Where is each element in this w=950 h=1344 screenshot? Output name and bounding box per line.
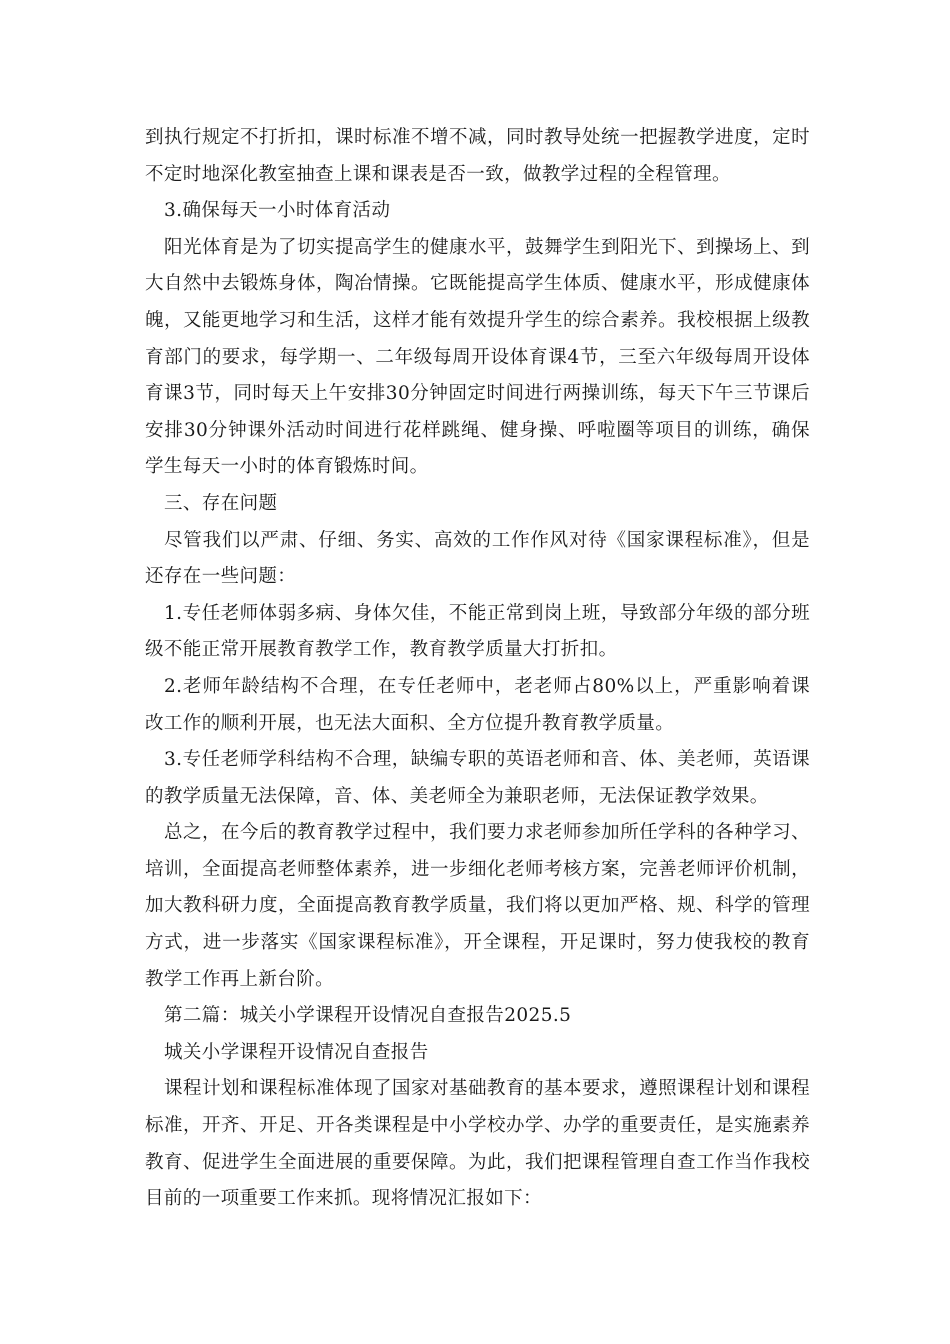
section-heading-pe: 3.确保每天一小时体育活动	[164, 200, 391, 222]
paragraph-problems-intro: 尽管我们以严肃、仔细、务实、高效的工作作风对待《国家课程标准》，但是还存在一些问题：	[145, 529, 810, 588]
section-heading-problems: 三、存在问题	[164, 492, 278, 514]
part-two-heading: 第二篇：城关小学课程开设情况自查报告2025.5	[164, 1005, 572, 1027]
report-title: 城关小学课程开设情况自查报告	[164, 1041, 429, 1063]
document-body	[145, 120, 810, 1218]
paragraph-continuation: 到执行规定不打折扣，课时标准不增不减，同时教导处统一把握教学进度，定时不定时地深化教室抽查上课和课表是否一致，做教学过程的全程管理。	[145, 127, 810, 185]
paragraph-sunshine-pe: 阳光体育是为了切实提高学生的健康水平，鼓舞学生到阳光下、到操场上、到大自然中去锻炼身体，陶冶情操。它既能提高学生体质、健康水平，形成健康体魄，又能更地学习和生活，这样才能有效提升学生的综合素养。我校根据上级教育部门的要求，每学期一、二年级每周开设体育课4节，三至六年级每周开设体育课3节，同时每天上午安排30分钟固定时间进行两操训练，每天下午三节课后安排30分钟课外活动时间进行花样跳绳、健身操、呼啦圈等项目的训练，确保学生每天一小时的体育锻炼时间。	[145, 236, 810, 478]
problem-item-2: 2.老师年龄结构不合理，在专任老师中，老老师占80%以上，严重影响着课改工作的顺利开展，也无法大面积、全方位提升教育教学质量。	[145, 675, 810, 734]
problem-item-1: 1.专任老师体弱多病、身体欠佳，不能正常到岗上班，导致部分年级的部分班级不能正常开展教育教学工作，教育教学质量大打折扣。	[145, 602, 810, 661]
problem-item-3: 3.专任老师学科结构不合理，缺编专职的英语老师和音、体、美老师，英语课的教学质量无法保障，音、体、美老师全为兼职老师，无法保证教学效果。	[145, 749, 810, 807]
paragraph-report-intro: 课程计划和课程标准体现了国家对基础教育的基本要求，遵照课程计划和课程标准，开齐、开足、开各类课程是中小学校办学、办学的重要责任，是实施素养教育、促进学生全面进展的重要保障。为此，我们把课程管理自查工作当作我校目前的一项重要工作来抓。现将情况汇报如下：	[145, 1078, 810, 1210]
paragraph-summary: 总之，在今后的教育教学过程中，我们要力求老师参加所任学科的各种学习、培训，全面提高老师整体素养，进一步细化老师考核方案，完善老师评价机制，加大教科研力度，全面提高教育教学质量，我们将以更加严格、规、科学的管理方式，进一步落实《国家课程标准》，开全课程，开足课时，努力使我校的教育教学工作再上新台阶。	[145, 822, 810, 990]
